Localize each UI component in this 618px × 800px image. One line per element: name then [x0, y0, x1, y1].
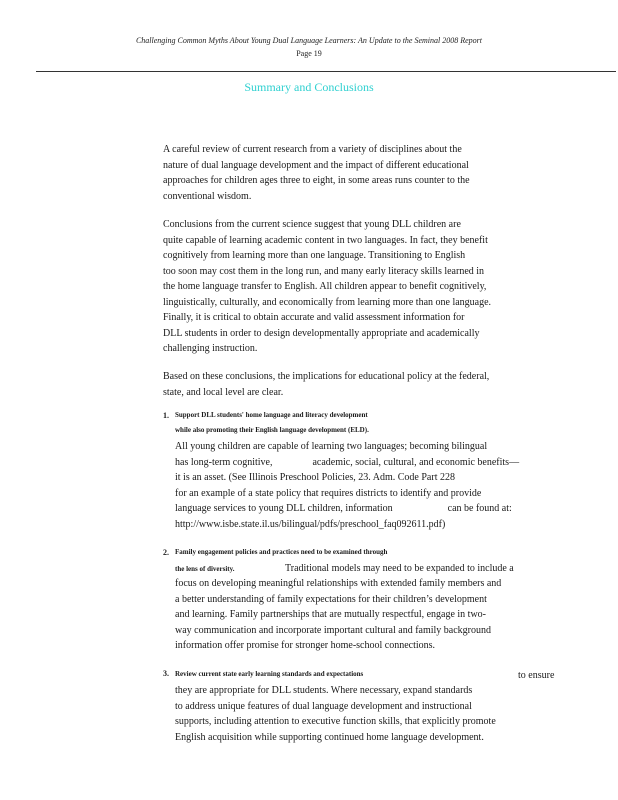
header-rule — [36, 71, 616, 72]
item-body-first — [285, 561, 514, 577]
item-line: they are appropriate for DLL students. Where necessary, expand standards — [175, 685, 473, 696]
item-line: All young children are capable of learning two languages; becoming bilingual — [175, 441, 488, 452]
paragraph-line: Conclusions from the current science suggest that young DLL children are — [163, 219, 461, 230]
item-line — [175, 501, 519, 517]
paragraph-line: linguistically, culturally, and economically from learning more than one language. — [163, 296, 492, 308]
item-line: it is an asset. (See Illinois Preschool Policies, 23. Adm. Code Part 228 — [175, 472, 455, 483]
item-line: for an example of a state policy that requires districts to identify and provide — [175, 487, 482, 499]
item-line — [175, 455, 519, 471]
paragraph-line: the home language transfer to English. All children appear to benefit cognitively, — [163, 281, 487, 292]
paragraph-line: quite capable of learning academic content in two languages. In fact, they benefit — [163, 234, 488, 246]
item-heading: Family engagement policies and practices need to be examined through — [175, 548, 388, 556]
running-header-title: Challenging Common Myths About Young Dual Language Learners: An Update to the Seminal 2008 Report — [135, 36, 483, 45]
item-number: 2. — [163, 548, 169, 557]
paragraph-line: Based on these conclusions, the implications for educational policy at the federal, — [163, 371, 490, 382]
item-line: way communication and incorporate important cultural and family background — [175, 624, 492, 636]
section-title: Summary and Conclusions — [244, 80, 374, 94]
paragraph-line: A careful review of current research from a variety of disciplines about the — [163, 144, 462, 155]
item-line: information offer promise for stronger home-school connections. — [175, 640, 436, 651]
item-line: a better understanding of family expectations for their children’s development — [175, 593, 487, 605]
item-line: to address unique features of dual language development and instructional — [175, 700, 472, 712]
paragraph-conclusions — [163, 217, 493, 357]
paragraph-implications — [163, 369, 493, 400]
item-line-part: has long-term cognitive, — [175, 456, 273, 468]
paragraph-line: approaches for children ages three to eight, in some areas runs counter to the — [163, 175, 470, 186]
paragraph-line: challenging instruction. — [163, 343, 258, 354]
paragraph-line: too soon may cost them in the long run, and many early literacy skills learned in — [163, 265, 485, 277]
item-heading: Review current state early learning standards and expectations — [175, 670, 364, 678]
paragraph-line: conventional wisdom. — [163, 190, 252, 202]
item-line: Traditional models may need to be expanded to include a — [285, 563, 514, 574]
paragraph-line: cognitively from learning more than one language. Transitioning to English — [163, 250, 466, 261]
item-line-part: can be found at: — [447, 503, 512, 514]
item-line-part: language services to young DLL children, information — [175, 503, 393, 514]
item-body — [175, 683, 496, 745]
item-line: focus on developing meaningful relationships with extended family members and — [175, 578, 502, 589]
item-line: English acquisition while supporting continued home language development. — [175, 731, 484, 743]
paragraph-line: DLL students in order to design developmentally appropriate and academically — [163, 327, 480, 339]
page-number: Page 19 — [296, 49, 322, 58]
item-number: 1. — [163, 411, 169, 420]
item-line: http://www.isbe.state.il.us/bilingual/pdfs/preschool_faq092611.pdf) — [175, 518, 446, 530]
item-heading: Support DLL students' home language and literacy development — [175, 411, 368, 419]
paragraph-intro — [163, 142, 493, 204]
item-heading: while also promoting their English language development (ELD). — [175, 426, 369, 434]
item-heading: the lens of diversity. — [175, 565, 235, 573]
paragraph-line: nature of dual language development and the impact of different educational — [163, 159, 469, 171]
paragraph-line: state, and local level are clear. — [163, 386, 284, 398]
item-body — [175, 439, 519, 532]
item-body — [175, 576, 501, 654]
item-line: supports, including attention to executive function skills, that explicitly promote — [175, 716, 496, 727]
item-line-part: academic, social, cultural, and economic benefits— — [312, 456, 520, 468]
item-line: to ensure — [518, 670, 555, 681]
paragraph-line: Finally, it is critical to obtain accurate and valid assessment information for — [163, 312, 465, 323]
item-number: 3. — [163, 669, 169, 678]
item-line: and learning. Family partnerships that are mutually respectful, engage in two- — [175, 609, 487, 620]
